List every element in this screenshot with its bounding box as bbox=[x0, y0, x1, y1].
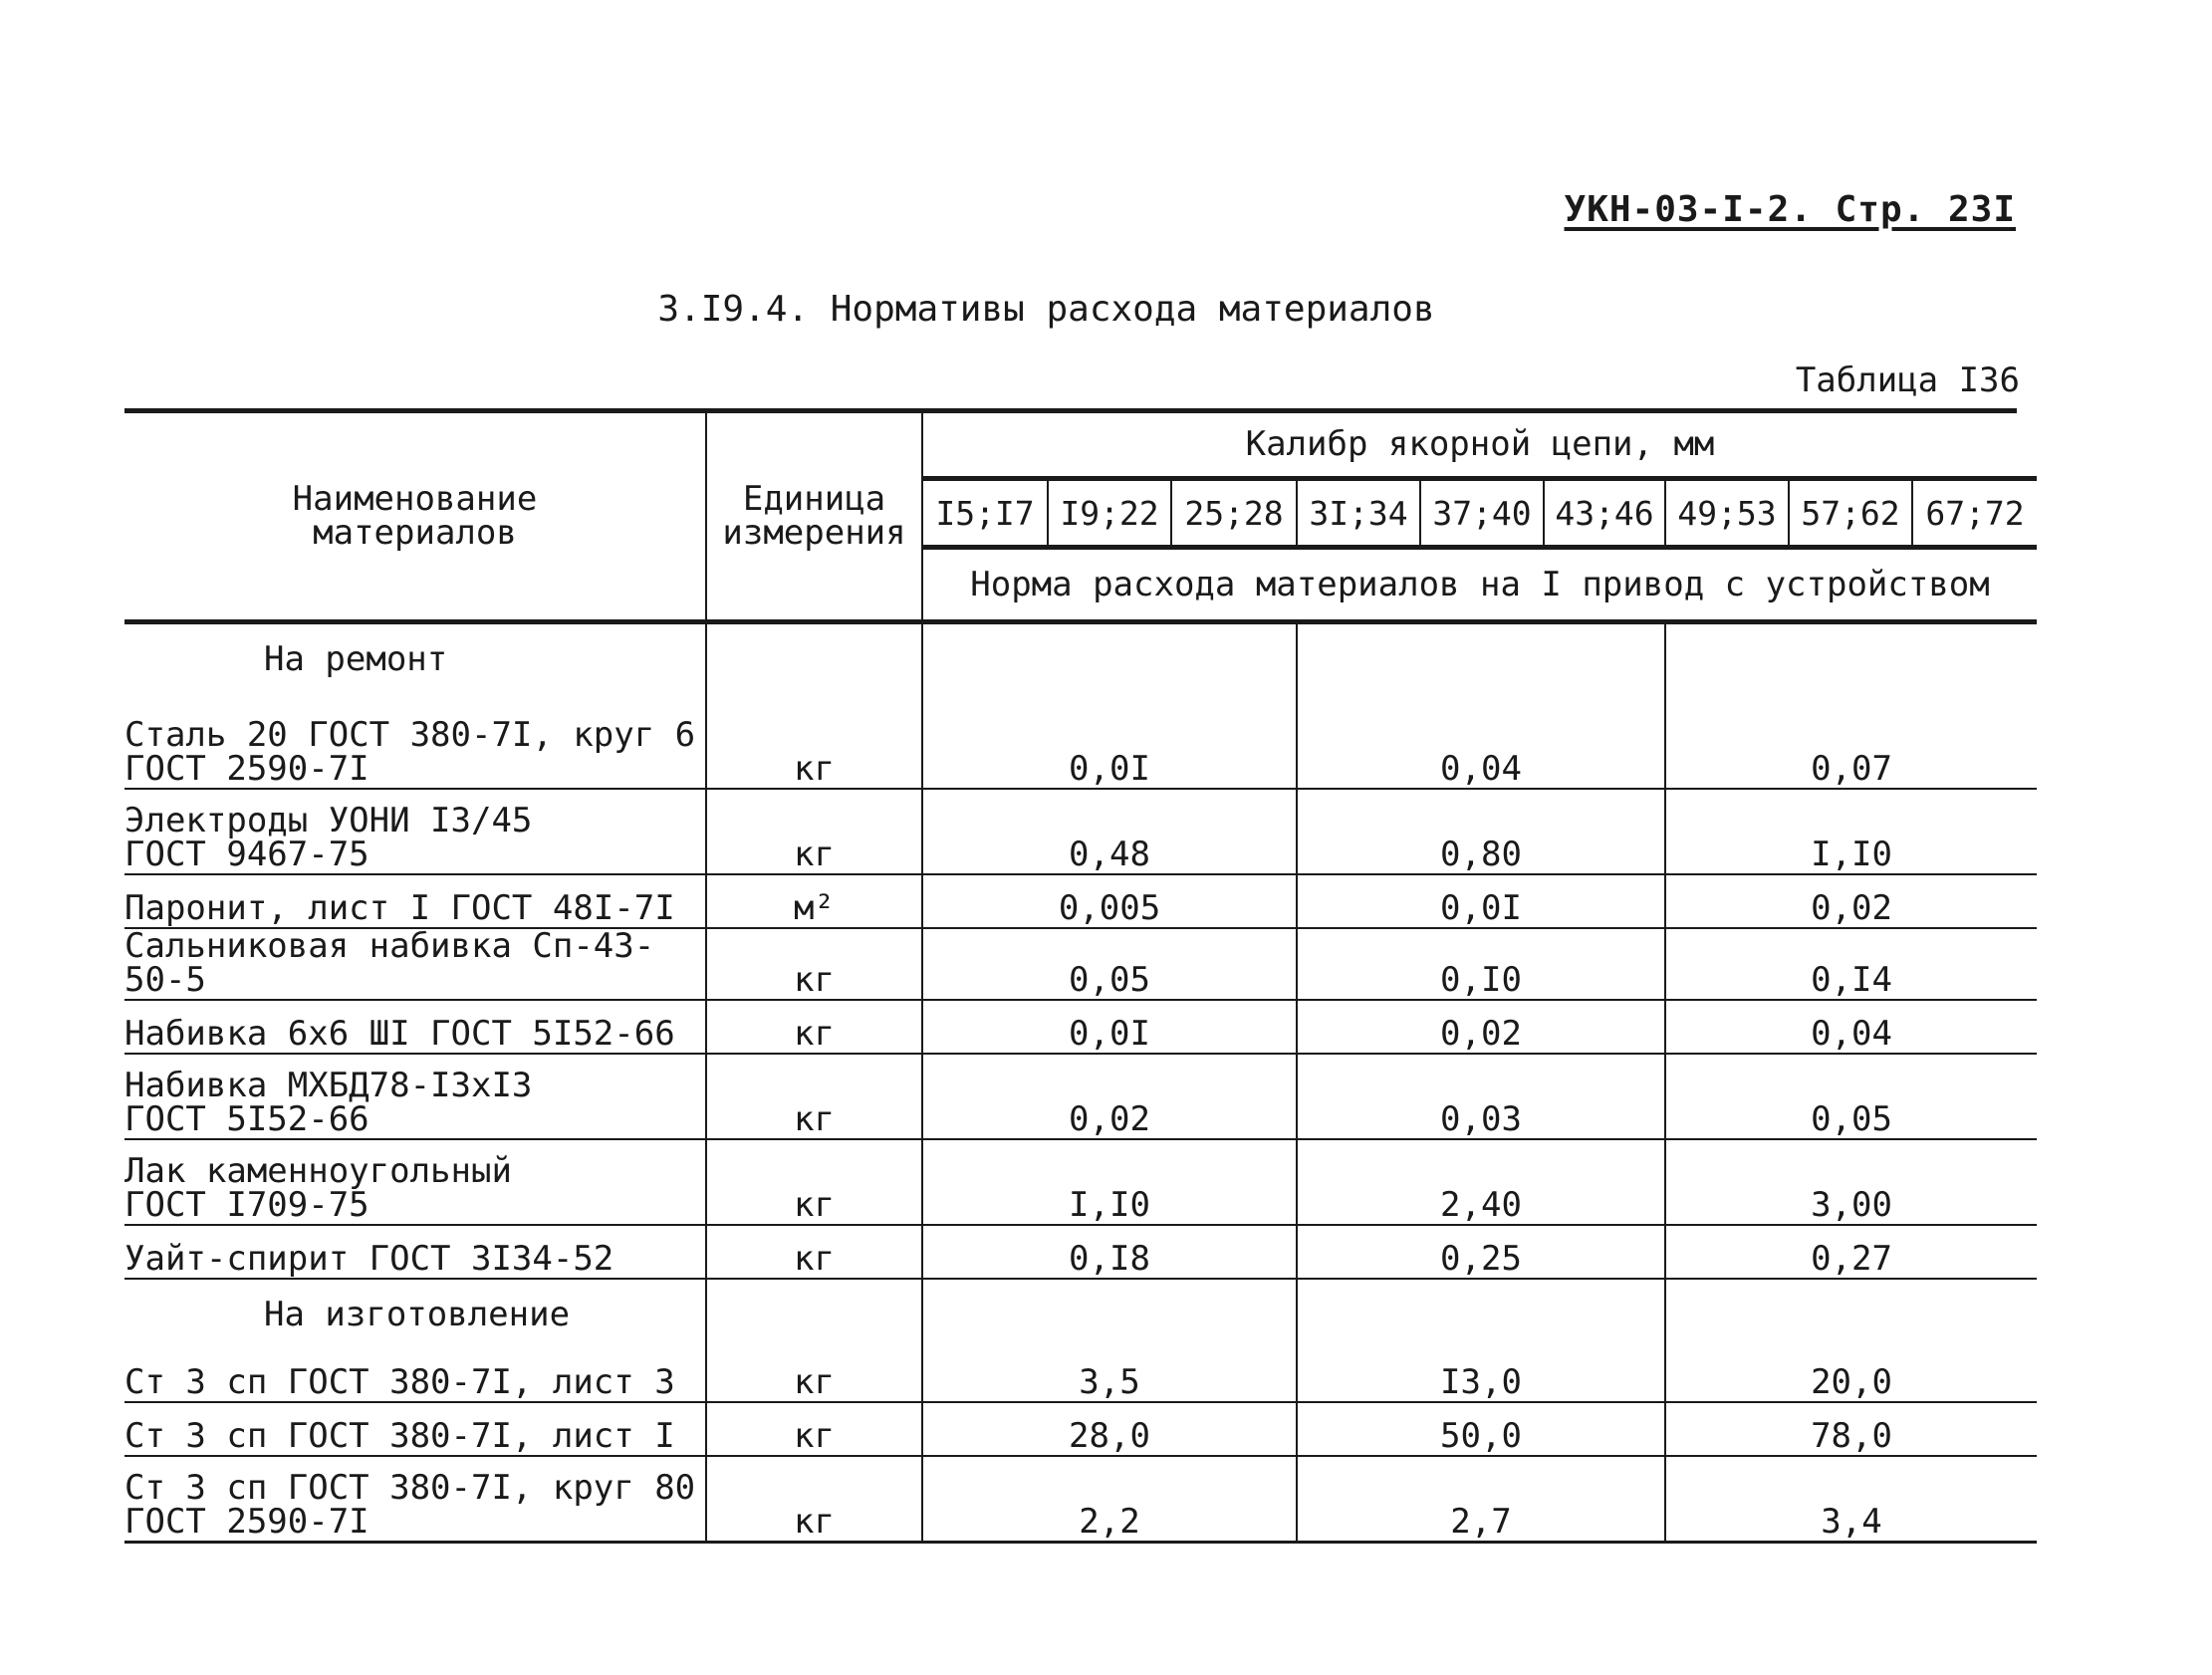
material-unit: кг bbox=[706, 789, 922, 874]
norm-value: 28,0 bbox=[922, 1402, 1297, 1456]
material-unit: кг bbox=[706, 1054, 922, 1139]
header-caliber: 67;72 bbox=[1925, 493, 2025, 533]
norm-value: 3,5 bbox=[922, 1349, 1297, 1402]
norm-value: 0,25 bbox=[1297, 1225, 1665, 1279]
table-row bbox=[124, 694, 2037, 789]
header-caliber: 3I;34 bbox=[1297, 479, 1420, 548]
norm-value: 20,0 bbox=[1665, 1349, 2037, 1402]
header-material-name: Наименование материалов bbox=[124, 412, 706, 622]
norm-value: 0,0I bbox=[922, 1000, 1297, 1054]
norm-value: 0,80 bbox=[1297, 789, 1665, 874]
material-name: Набивка 6х6 ШI ГОСТ 5I52-66 bbox=[124, 1000, 706, 1054]
norm-value: 0,05 bbox=[1665, 1054, 2037, 1139]
material-unit: кг bbox=[706, 1225, 922, 1279]
norm-value: 78,0 bbox=[1665, 1402, 2037, 1456]
materials-norms-table bbox=[124, 412, 2037, 1544]
norm-value: 0,0I bbox=[1297, 874, 1665, 928]
material-name: Сталь 20 ГОСТ 380-7I, круг 6 ГОСТ 2590-7I bbox=[124, 694, 706, 789]
table-row bbox=[124, 1054, 2037, 1139]
norm-value: 0,04 bbox=[1297, 694, 1665, 789]
norm-value: 0,02 bbox=[922, 1054, 1297, 1139]
table-number: Таблица I36 bbox=[1795, 360, 2020, 400]
material-unit: кг bbox=[706, 1000, 922, 1054]
norm-value: 0,05 bbox=[922, 928, 1297, 1000]
header-norm-title: Норма расхода материалов на I привод с устройством bbox=[922, 548, 2037, 622]
material-unit: кг bbox=[706, 694, 922, 789]
norm-value: 3,00 bbox=[1665, 1139, 2037, 1225]
norm-value: I,I0 bbox=[1665, 789, 2037, 874]
table-row bbox=[124, 1139, 2037, 1225]
norm-value: 0,I0 bbox=[1297, 928, 1665, 1000]
header-caliber: I5;I7 bbox=[922, 479, 1048, 548]
table-row bbox=[124, 1000, 2037, 1054]
header-caliber-group: Калибр якорной цепи, мм bbox=[922, 412, 2037, 479]
material-name: Уайт-спирит ГОСТ 3I34-52 bbox=[124, 1225, 706, 1279]
material-name: Ст 3 сп ГОСТ 380-7I, лист 3 bbox=[124, 1349, 706, 1402]
norm-value: 50,0 bbox=[1297, 1402, 1665, 1456]
norm-value: 0,I8 bbox=[922, 1225, 1297, 1279]
header-unit: Единица измерения bbox=[706, 412, 922, 622]
material-name: Ст 3 сп ГОСТ 380-7I, круг 80 ГОСТ 2590-7I bbox=[124, 1456, 706, 1543]
header-caliber: 25;28 bbox=[1171, 479, 1297, 548]
table-row bbox=[124, 789, 2037, 874]
section-title-cell: На изготовление bbox=[124, 1279, 706, 1349]
header-caliber: 57;62 bbox=[1789, 479, 1912, 548]
material-unit: кг bbox=[706, 1139, 922, 1225]
header-caliber: 43;46 bbox=[1544, 479, 1665, 548]
norm-value: 2,7 bbox=[1297, 1456, 1665, 1543]
norm-value: 2,2 bbox=[922, 1456, 1297, 1543]
material-name: Паронит, лист I ГОСТ 48I-7I bbox=[124, 874, 706, 928]
section-title-cell: На ремонт bbox=[124, 622, 706, 695]
norm-value: 0,04 bbox=[1665, 1000, 2037, 1054]
material-name: Ст 3 сп ГОСТ 380-7I, лист I bbox=[124, 1402, 706, 1456]
norm-value: 0,27 bbox=[1665, 1225, 2037, 1279]
page-reference: УКН-03-I-2. Стр. 23I bbox=[1564, 189, 2016, 230]
norm-value: 0,02 bbox=[1297, 1000, 1665, 1054]
table-row bbox=[124, 928, 2037, 1000]
material-name: Лак каменноугольный ГОСТ I709-75 bbox=[124, 1139, 706, 1225]
norm-value: 0,02 bbox=[1665, 874, 2037, 928]
norm-value: I,I0 bbox=[922, 1139, 1297, 1225]
norm-value: 0,0I bbox=[922, 694, 1297, 789]
norm-value: 0,48 bbox=[922, 789, 1297, 874]
material-name: Сальниковая набивка Сп-43-50-5 bbox=[124, 928, 706, 1000]
header-caliber: 37;40 bbox=[1420, 479, 1544, 548]
material-unit: кг bbox=[706, 1402, 922, 1456]
table-row bbox=[124, 874, 2037, 928]
norm-value: 0,07 bbox=[1665, 694, 2037, 789]
material-name: Электроды УОНИ I3/45 ГОСТ 9467-75 bbox=[124, 789, 706, 874]
norm-value: 3,4 bbox=[1665, 1456, 2037, 1543]
norm-value: I3,0 bbox=[1297, 1349, 1665, 1402]
table-row bbox=[124, 1402, 2037, 1456]
norm-value: 0,03 bbox=[1297, 1054, 1665, 1139]
section-title: 3.I9.4. Нормативы расхода материалов bbox=[657, 289, 1435, 330]
material-unit: м² bbox=[706, 874, 922, 928]
header-caliber: I9;22 bbox=[1048, 479, 1171, 548]
table-row bbox=[124, 1456, 2037, 1543]
norm-value: 2,40 bbox=[1297, 1139, 1665, 1225]
norm-value: 0,005 bbox=[922, 874, 1297, 928]
material-name: Набивка МХБД78-I3хI3 ГОСТ 5I52-66 bbox=[124, 1054, 706, 1139]
material-unit: кг bbox=[706, 1456, 922, 1543]
header-caliber: 49;53 bbox=[1665, 479, 1789, 548]
section-header-row bbox=[124, 1279, 2037, 1349]
table-row bbox=[124, 1349, 2037, 1402]
table-row bbox=[124, 1225, 2037, 1279]
norm-value: 0,I4 bbox=[1665, 928, 2037, 1000]
material-unit: кг bbox=[706, 1349, 922, 1402]
material-unit: кг bbox=[706, 928, 922, 1000]
section-header-row bbox=[124, 622, 2037, 695]
